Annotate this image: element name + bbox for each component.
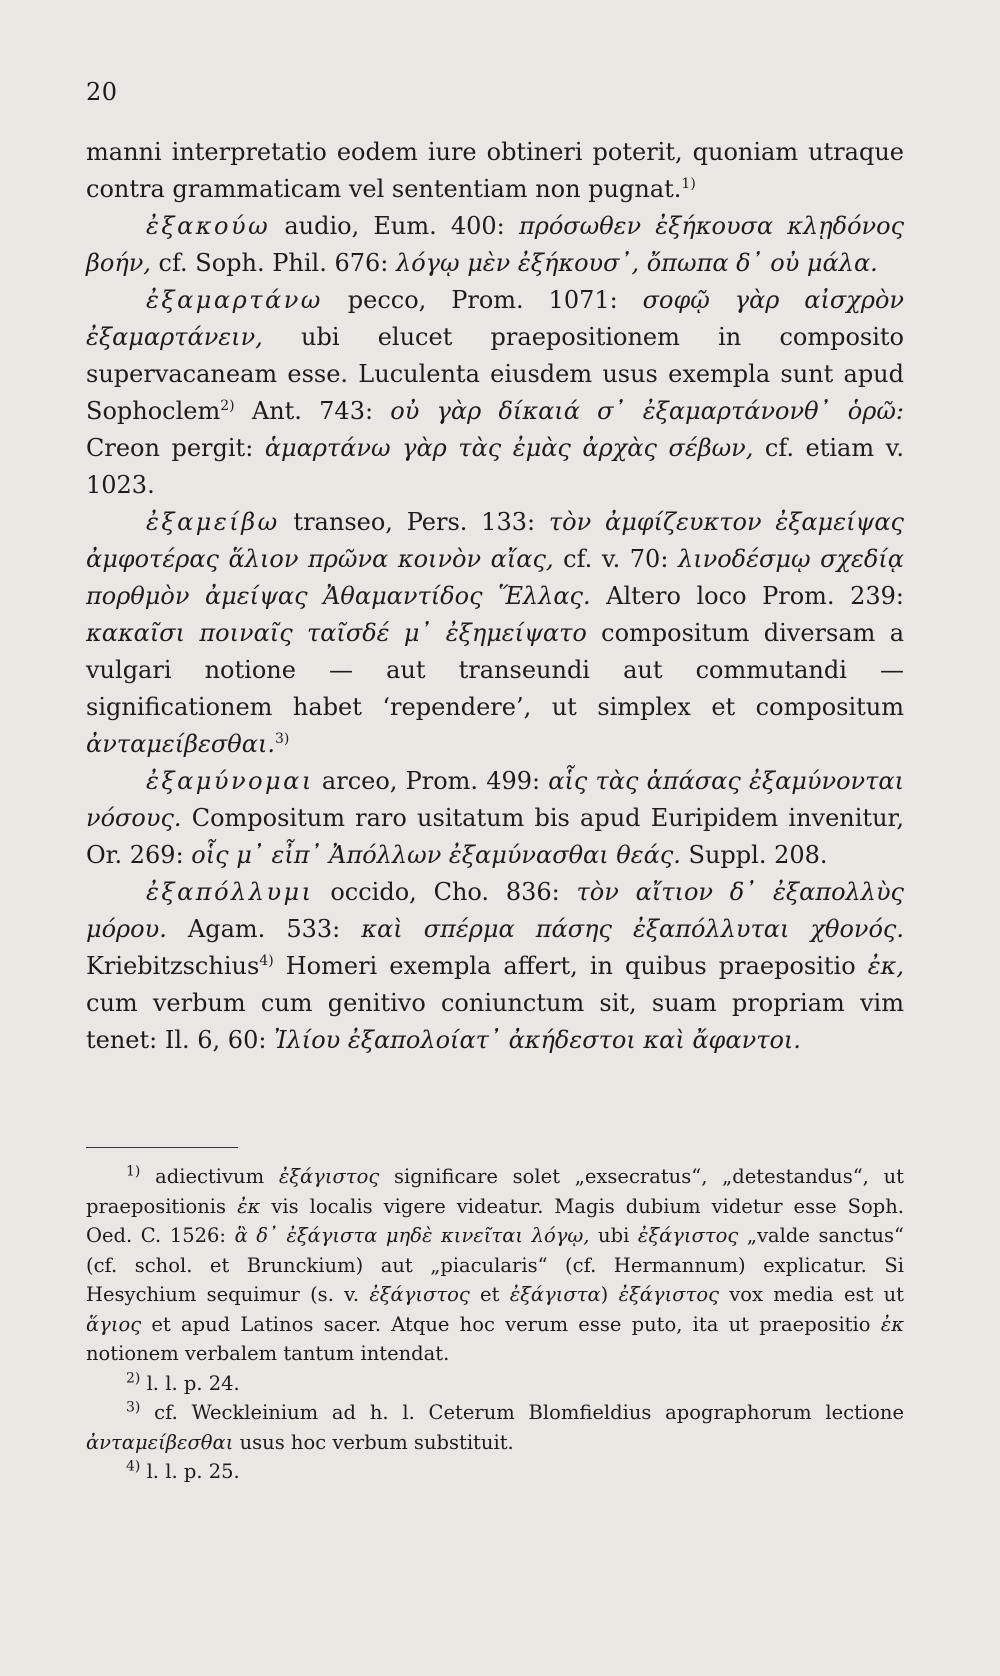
text-run: cf. Soph. Phil. 676: (150, 249, 396, 277)
greek-word: ἐκ (237, 1194, 261, 1218)
entry-exapollymi (86, 874, 904, 1059)
greek-quote: ἃ δ᾽ ἐξάγιστα μηδὲ κινεῖται λόγῳ, (234, 1224, 590, 1247)
footnote-1 (86, 1162, 904, 1369)
text-run: manni interpretatio eodem iure obtineri poterit, quoniam utraque contra grammaticam vel sententiam non pugnat. (86, 138, 904, 203)
greek-quote: οὐ γὰρ δίκαιά σ᾽ ἐξαμαρτάνονθ᾽ ὁρῶ: (390, 397, 904, 425)
text-run: et apud Latinos sacer. Atque hoc verum esse puto, ita ut praepositio (141, 1312, 881, 1336)
text-run: Suppl. 208. (680, 841, 828, 869)
text-run: l. l. p. 24. (140, 1371, 240, 1395)
entry-examynomai (86, 763, 904, 874)
text-run: cf. v. 70: (553, 545, 678, 573)
footnote-2 (86, 1369, 904, 1399)
text-run: ubi (589, 1224, 638, 1247)
text-run: cf. Weckleinium ad h. l. Ceterum Blomfieldius apographorum lectione (140, 1401, 904, 1424)
greek-quote: σοφῷ γὰρ αἰσχρὸν ἐξαμαρτάνειν, (86, 286, 904, 351)
text-run: Agam. 533: (166, 915, 362, 943)
footnote-ref: 1) (681, 176, 696, 192)
footnote-marker: 1) (126, 1163, 141, 1180)
page-number: 20 (86, 78, 118, 106)
greek-word: ἐξάγιστα (509, 1283, 601, 1306)
greek-quote: οἷς μ᾽ εἶπ᾽ Ἀπόλλων ἐξαμύνασθαι θεάς. (191, 841, 681, 869)
text-run: Homeri exempla affert, in quibus praepositio (273, 952, 868, 980)
greek-quote: κακαῖσι ποιναῖς ταῖσδέ μ᾽ ἐξημείψατο (86, 619, 587, 647)
text-run: arceo, Prom. 499: (313, 767, 549, 795)
text-run: ubi elucet praepositionem in composito supervacaneam esse. Luculenta eiusdem usus exempla sunt apud Sophoclem (86, 323, 904, 425)
greek-quote: Ἰλίου ἐξαπολοίατ᾽ ἀκήδεστοι καὶ ἄφαντοι. (274, 1026, 801, 1054)
text-run: vis localis vigere videatur. Magis dubium videtur esse Soph. Oed. C. 1526: (86, 1194, 904, 1247)
greek-quote: τὸν αἴτιον δ᾽ ἐξαπολλὺς μόρου. (86, 878, 904, 943)
text-run: et (469, 1283, 510, 1306)
footnote-ref: 2) (220, 398, 235, 414)
text-run: usus hoc verbum substituit. (233, 1430, 514, 1454)
footnote-ref: 4) (259, 953, 274, 969)
greek-quote: ἀνταμείβεσθαι. (86, 730, 275, 758)
entry-exakouo (86, 208, 904, 282)
text-run: adiectivum (140, 1165, 279, 1188)
text-run: ) (600, 1283, 619, 1306)
greek-quote: ἐκ, (867, 952, 904, 980)
text-run: pecco, Prom. 1071: (322, 286, 643, 314)
greek-word: ἀνταμείβεσθαι (86, 1430, 234, 1454)
footnote-separator (86, 1147, 238, 1148)
entry-examartano (86, 282, 904, 504)
text-run: notionem verbalem tantum intendat. (86, 1342, 450, 1365)
lemma: ἐξαμείβω (146, 508, 280, 536)
text-run: compositum diversam a vulgari notione — aut transeundi aut commutandi — significationem habet ‘rependere’, ut simplex et compositum (86, 619, 904, 721)
greek-quote: ἁμαρτάνω γὰρ τὰς ἐμὰς ἀρχὰς σέβων, (264, 434, 754, 462)
text-run: transeo, Pers. 133: (279, 508, 549, 536)
text-run: Ant. 743: (234, 397, 391, 425)
main-text (86, 134, 904, 1059)
text-run: cf. etiam v. 1023. (86, 434, 904, 499)
greek-word: ἐξάγιστος (369, 1283, 470, 1306)
greek-quote: τὸν ἀμφίζευκτον ἐξαμείψας ἀμφοτέρας ἅλιον πρῶνα κοινὸν αἴας, (86, 508, 904, 573)
greek-quote: καὶ σπέρμα πάσης ἐξαπόλλυται χθονός. (361, 915, 904, 943)
greek-word: ἐξάγιστος (637, 1224, 739, 1247)
text-run: Altero loco Prom. 239: (590, 582, 904, 610)
footnote-3 (86, 1398, 904, 1457)
greek-word: ἐξάγιστος (278, 1165, 380, 1188)
lemma: ἐξαπόλλυμι (146, 878, 314, 906)
text-run: audio, Eum. 400: (270, 212, 519, 240)
greek-quote: λινοδέσμῳ σχεδίᾳ πορθμὸν ἀμείψας Ἀθαμαντίδος Ἕλλας. (86, 545, 904, 610)
text-run: vox media est ut (719, 1283, 905, 1306)
greek-quote: λόγῳ μὲν ἐξήκουσ᾽, ὄπωπα δ᾽ οὐ μάλα. (395, 249, 878, 277)
footnote-marker: 3) (126, 1399, 141, 1416)
text-run: l. l. p. 25. (140, 1460, 240, 1483)
lemma: ἐξακούω (146, 212, 271, 240)
text-run: cum verbum cum genitivo coniunctum sit, suam propriam vim tenet: Il. 6, 60: (86, 989, 904, 1054)
greek-word: ἐξάγιστος (618, 1283, 719, 1306)
entry-exameibo (86, 504, 904, 763)
greek-word: ἅγιος (86, 1312, 142, 1336)
text-run: Compositum raro usitatum bis apud Euripidem invenitur, Or. 269: (86, 804, 904, 869)
lemma: ἐξαμύνομαι (146, 767, 314, 795)
footnote-4 (86, 1457, 904, 1487)
text-run: Kriebitzschius (86, 952, 260, 980)
greek-quote: πρόσωθεν ἐξήκουσα κλῃδόνος βοήν, (86, 212, 905, 277)
text-run: occido, Cho. 836: (313, 878, 577, 906)
text-run: significare solet „exsecratus“, „detestandus“, ut praepositionis (86, 1165, 905, 1218)
paragraph-continuation (86, 134, 904, 208)
footnote-ref: 3) (275, 731, 290, 747)
lemma: ἐξαμαρτάνω (146, 286, 323, 314)
text-run: „valde sanctus“ (cf. schol. et Brunckium) aut „piacularis“ (cf. Hermannum) explicatur. Si Hesychium sequimur (s. v. (86, 1224, 904, 1306)
footnote-marker: 2) (126, 1370, 141, 1386)
text-run: Creon pergit: (86, 434, 265, 462)
footnote-marker: 4) (126, 1458, 141, 1475)
greek-word: ἐκ (880, 1312, 904, 1336)
greek-quote: αἷς τὰς ἁπάσας ἐξαμύνονται νόσους. (86, 767, 905, 832)
footnotes (86, 1162, 904, 1487)
